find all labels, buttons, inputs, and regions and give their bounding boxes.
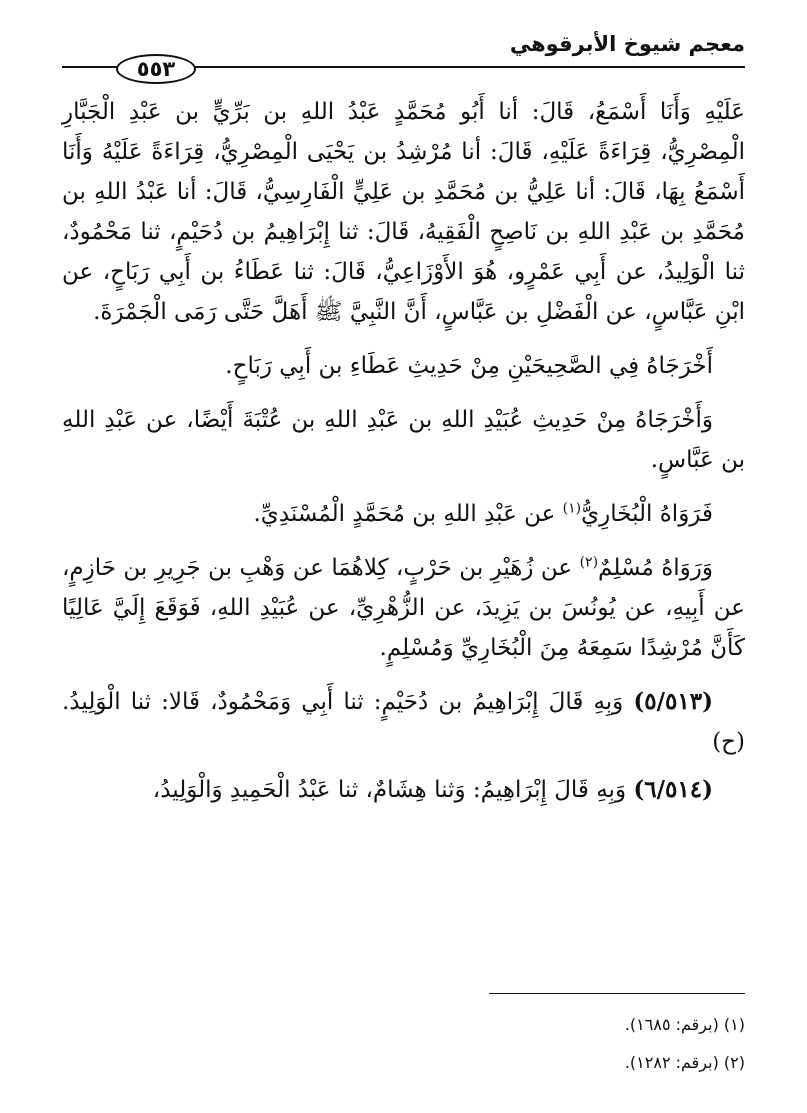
- paragraph-bukhari: [62, 494, 745, 534]
- footnote-ref-1: (١): [562, 500, 582, 517]
- footnote-1: (١) (برقم: ١٦٨٥).: [624, 1015, 745, 1034]
- footnote-ref-2: (٢): [579, 554, 599, 571]
- bukhari-rest: عن عَبْدِ اللهِ بن مُحَمَّدٍ الْمُسْنَدِيِّ.: [253, 501, 563, 527]
- page-number-badge: ٥٥٣: [116, 54, 196, 84]
- paragraph-muslim: [62, 548, 745, 668]
- footnote-2: (٢) (برقم: ١٢٨٢).: [624, 1053, 745, 1072]
- hadith-514-text: وَبِهِ قَالَ إِبْرَاهِيمُ: وَثنا هِشَامٌ، ثنا عَبْدُ الْحَمِيدِ وَالْوَلِيدُ،: [152, 777, 634, 803]
- main-text: [62, 92, 745, 824]
- paragraph-sahihain: أَخْرَجَاهُ فِي الصَّحِيحَيْنِ مِنْ حَدِيثِ عَطَاءِ بن أَبِي رَبَاحٍ.: [225, 353, 713, 379]
- paragraph-hadith-chain: عَلَيْهِ وَأَنَا أَسْمَعُ، قَالَ: أنا أَبُو مُحَمَّدٍ عَبْدُ اللهِ بن بَرِّيٍّ بن عَبْدِ الْجَبَّارِ الْمِصْرِيُّ، قِرَاءَةً عَلَيْهِ، قَالَ: أنا مُرْشِدُ بن يَحْيَى الْمِصْرِيُّ، قِرَاءَةً عَلَيْهُ وَأَنَا أَسْمَعُ بِهَا، قَالَ: أنا عَلِيُّ بن مُحَمَّدِ بن عَلِيٍّ الْفَارِسِيُّ، قَالَ: أنا عَبْدُ اللهِ بن مُحَمَّدِ بن عَبْدِ اللهِ بن نَاصِحٍ الْفَقِيهُ، قَالَ: ثنا إِبْرَاهِيمُ بن دُحَيْمٍ، ثنا مَحْمُودٌ، ثنا الْوَلِيدُ، عن أَبِي عَمْرٍو، هُوَ الأَوْزَاعِيُّ، قَالَ: ثنا عَطَاءُ بن أَبِي رَبَاحٍ، عن ابْنِ عَبَّاسٍ، عن الْفَضْلِ بن عَبَّاسٍ، أَنَّ النَّبِيَّ ﷺ أَهَلَّ حَتَّى رَمَى الْجَمْرَةَ.: [62, 99, 745, 325]
- hadith-number-513: (٥/٥١٣): [633, 688, 713, 715]
- bukhari-text: فَرَوَاهُ الْبُخَارِيُّ: [581, 501, 713, 527]
- running-header-title: معجم شيوخ الأبرقوهي: [509, 32, 745, 56]
- footnote-separator: [489, 993, 745, 994]
- paragraph-hadith-513: [62, 682, 745, 762]
- paragraph-ubaydullah: وَأَخْرَجَاهُ مِنْ حَدِيثِ عُبَيْدِ اللهِ بن عَبْدِ اللهِ بن عُتْبَةَ أَيْضًا، عن عَبْدِ اللهِ بن عَبَّاسٍ.: [62, 407, 745, 473]
- paragraph-hadith-514: [62, 770, 745, 810]
- muslim-text: وَرَوَاهُ مُسْلِمٌ: [598, 555, 713, 581]
- muslim-rest: عن زُهَيْرِ بن حَرْبٍ، كِلاهُمَا عن وَهْبِ بن جَرِيرِ بن حَازِمٍ، عن أَبِيهِ، عن يُونُسَ بن يَزِيدَ، عن الزُّهْرِيِّ، عن عُبَيْدِ اللهِ، فَوَقَعَ إِلَيَّ عَالِيًا كَأَنَّ مُرْشِدًا سَمِعَهُ مِنَ الْبُخَارِيِّ وَمُسْلِمٍ.: [62, 555, 745, 661]
- footnotes: [625, 1006, 745, 1082]
- hadith-513-text: وَبِهِ قَالَ إِبْرَاهِيمُ بن دُحَيْمٍ: ثنا أَبِي وَمَحْمُودٌ، قَالا: ثنا الْوَلِيدُ. (ح): [62, 689, 745, 755]
- hadith-number-514: (٦/٥١٤): [633, 776, 713, 803]
